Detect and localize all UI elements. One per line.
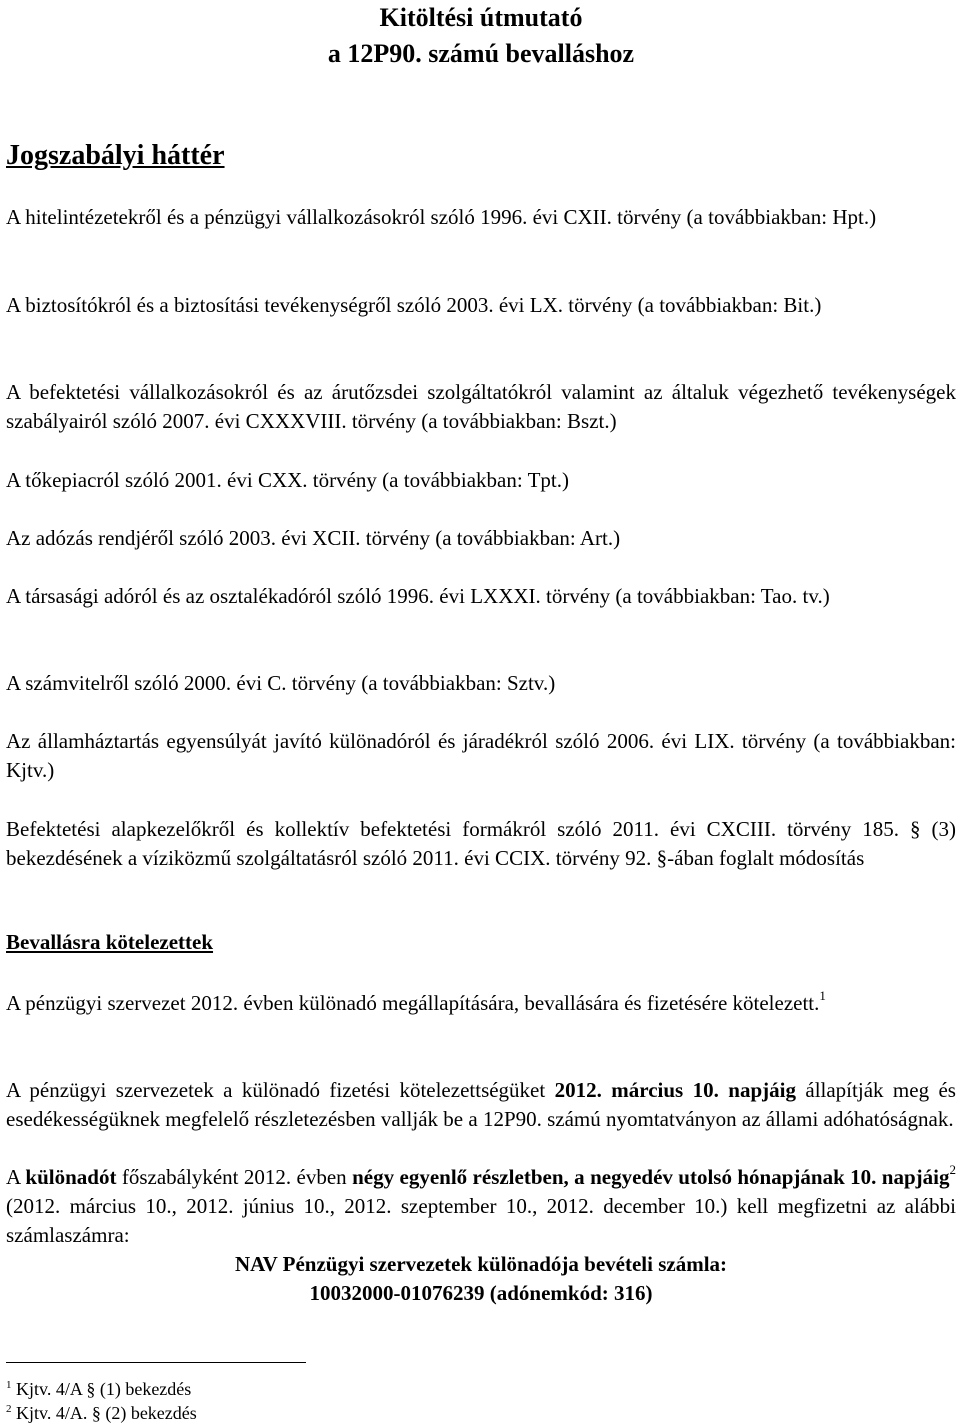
footnote-divider (6, 1362, 306, 1363)
account-name: NAV Pénzügyi szervezetek különadója bevételi számla: (234, 1252, 728, 1276)
deadline-text-c: állapítják meg és esedékességüknek megfelelő részletezésben vallják be a 12P90. számú nyomtatványon az állami adóhatóságnak. (6, 1078, 956, 1131)
footnote-1 (6, 1378, 191, 1400)
deadline-date: 2012. március 10. napjáig (554, 1078, 796, 1102)
footnote-2-text: Kjtv. 4/A. § (2) bekezdés (16, 1403, 197, 1423)
law-item-kjtv: Az államháztartás egyensúlyát javító különadóról és járadékról szóló 2006. évi LIX. törvény (a továbbiakban: Kjtv.) (6, 729, 956, 782)
deadline-paragraph (6, 1076, 956, 1134)
footnote-ref-2: 2 (949, 1162, 956, 1177)
footnote-2 (6, 1402, 197, 1424)
obligation-text: A pénzügyi szervezet 2012. évben különadó megállapítására, bevallására és fizetésére kötelezett. (6, 991, 820, 1015)
law-item-sztv: A számvitelről szóló 2000. évi C. törvény (a továbbiakban: Sztv.) (6, 671, 556, 695)
account-number: 10032000-01076239 (adónemkód: 316) (309, 1281, 653, 1305)
document-title (6, 0, 956, 72)
title-line-1: Kitöltési útmutató (379, 3, 583, 32)
deadline-text-a: A pénzügyi szervezetek a különadó fizetési kötelezettségüket (6, 1078, 555, 1102)
law-item-bit: A biztosítókról és a biztosítási tevékenységről szóló 2003. évi LX. törvény (a továbbiakban: Bit.) (6, 293, 822, 317)
law-item-tpt: A tőkepiacról szóló 2001. évi CXX. törvény (a továbbiakban: Tpt.) (6, 468, 569, 492)
section-heading-legal-background: Jogszabályi háttér (6, 140, 225, 171)
title-line-2: a 12P90. számú bevalláshoz (327, 39, 635, 68)
payment-text-a: A (6, 1165, 26, 1189)
payment-installments: négy egyenlő részletben, a negyedév utolsó hónapjának 10. napjáig (352, 1165, 950, 1189)
section-heading-obligated: Bevallásra kötelezettek (6, 930, 214, 954)
payment-text-b: különadót (25, 1165, 117, 1189)
law-item-hpt: A hitelintézetekről és a pénzügyi vállalkozásokról szóló 1996. évi CXII. törvény (a továbbiakban: Hpt.) (6, 205, 877, 229)
footnote-1-text: Kjtv. 4/A § (1) bekezdés (16, 1379, 192, 1399)
footnote-ref-1: 1 (819, 988, 826, 1003)
payment-text-c: főszabályként 2012. évben (116, 1165, 353, 1189)
law-item-tao: A társasági adóról és az osztalékadóról szóló 1996. évi LXXXI. törvény (a továbbiakban: Tao. tv.) (6, 584, 830, 608)
footnote-1-number: 1 (6, 1379, 12, 1391)
footnote-2-number: 2 (6, 1403, 12, 1415)
payment-text-e: (2012. március 10., 2012. június 10., 2012. szeptember 10., 2012. december 10.) kell megfizetni az alábbi számlaszámra: (6, 1194, 956, 1247)
payment-paragraph (6, 1163, 956, 1250)
law-item-alapkezelo: Befektetési alapkezelőkről és kollektív befektetési formákról szóló 2011. évi CXCIII. törvény 185. § (3) bekezdésének a víziközmű szolgáltatásról szóló 2011. évi CCIX. törvény 92. §-ában foglalt módosítás (6, 817, 956, 870)
law-item-art: Az adózás rendjéről szóló 2003. évi XCII. törvény (a továbbiakban: Art.) (6, 526, 621, 550)
obligation-paragraph (6, 989, 956, 1018)
law-item-bszt: A befektetési vállalkozásokról és az árutőzsdei szolgáltatókról valamint az általuk végezhető tevékenységek szabályairól szóló 2007. évi CXXXVIII. törvény (a továbbiakban: Bszt.) (6, 380, 956, 433)
